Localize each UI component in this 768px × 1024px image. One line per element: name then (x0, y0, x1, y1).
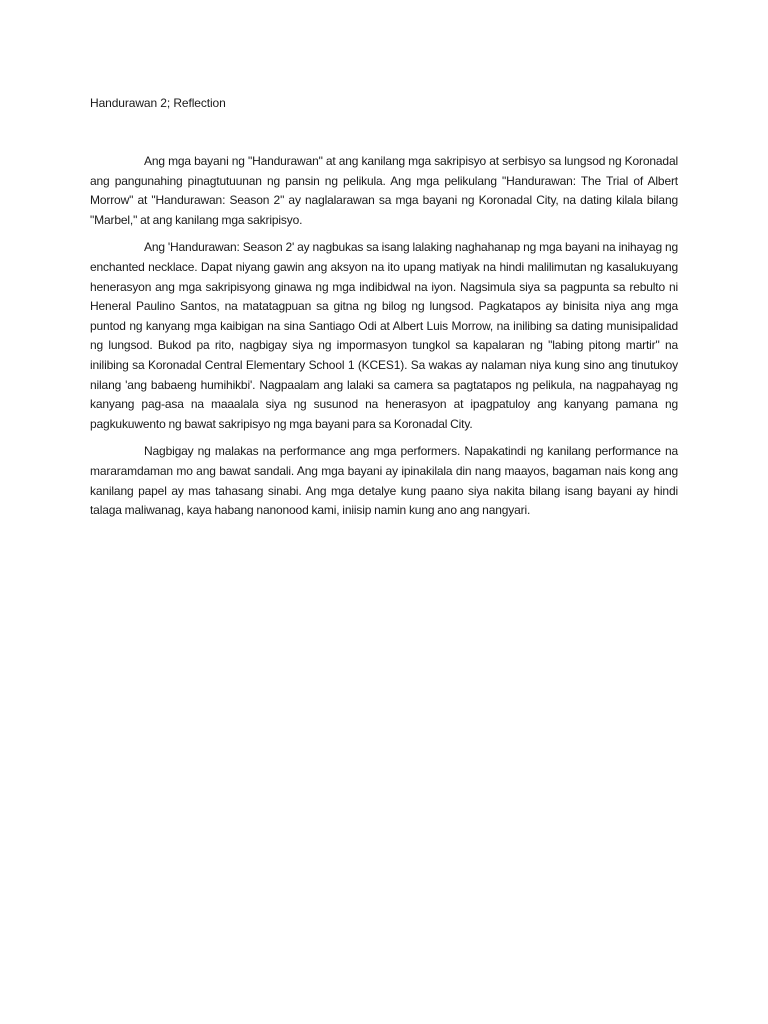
document-title: Handurawan 2; Reflection (90, 96, 226, 110)
paragraph-1: Ang mga bayani ng "Handurawan" at ang kanilang mga sakripisyo at serbisyo sa lungsod ng Koronadal ang pangunahing pinagtutuunan ng pansin ng pelikula. Ang mga pelikulang "Handurawan: The Trial of Albert Morrow" at "Handurawan: Season 2" ay naglalarawan sa mga bayani ng Koronadal City, na dating kilala bilang "Marbel," at ang kanilang mga sakripisyo. (90, 154, 678, 227)
paragraph-2: Ang 'Handurawan: Season 2' ay nagbukas sa isang lalaking naghahanap ng mga bayani na inihayag ng enchanted necklace. Dapat niyang gawin ang aksyon na ito upang matiyak na hindi malilimutan ng kasalukuyang henerasyon ang mga sakripisyong ginawa ng mga indibidwal na iyon. Nagsimula siya sa pagpunta sa rebulto ni Heneral Paulino Santos, na matatagpuan sa gitna ng bilog ng lungsod. Pagkatapos ay binisita niya ang mga puntod ng kanyang mga kaibigan na sina Santiago Odi at Albert Luis Morrow, na inilibing sa dating munisipalidad ng lungsod. Bukod pa rito, nagbigay siya ng impormasyon tungkol sa kapalaran ng "labing pitong martir" na inilibing sa Koronadal Central Elementary School 1 (KCES1). Sa wakas ay nalaman niya kung sino ang tinutukoy nilang 'ang babaeng humihikbi'. Nagpaalam ang lalaki sa camera sa pagtatapos ng pelikula, na nagpahayag ng kanyang pag-asa na maaalala siya ng susunod na henerasyon at ipagpatuloy ang kanyang pamana ng pagkukuwento ng bawat sakripisyo ng mga bayani para sa Koronadal City. (90, 240, 678, 431)
document-body (90, 152, 678, 521)
paragraph-3: Nagbigay ng malakas na performance ang mga performers. Napakatindi ng kanilang performance na mararamdaman mo ang bawat sandali. Ang mga bayani ay ipinakilala din nang maayos, bagaman nais kong ang kanilang papel ay mas tahasang sinabi. Ang mga detalye kung paano siya nakita bilang isang bayani ay hindi talaga maliwanag, kaya habang nanonood kami, iniisip namin kung ano ang nangyari. (90, 444, 678, 518)
